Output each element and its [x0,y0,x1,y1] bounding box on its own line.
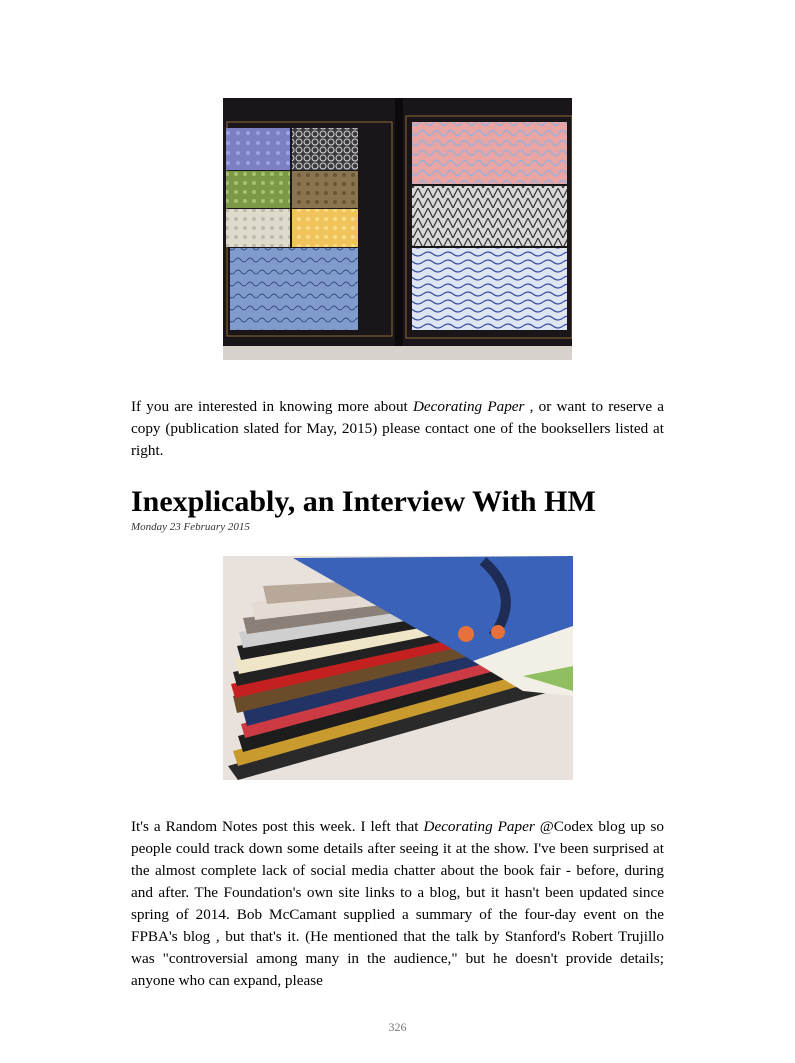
album-illustration [223,98,572,360]
body-text-end: @Codex blog up so people could track down some details after seeing it at the show. I've been surprised at the almost complete lack of social media chatter about the book fair - before, during and after. The Foundation's own site links to a blog, but it hasn't been updated since spring of 2014. Bob McCamant supplied a summary of the four-day event on the FPBA's blog , but that's it. (He mentioned that the talk by Stanford's Robert Trujillo was "controversial among many in the audience," but he doesn't provide details; anyone who can expand, please [131,818,664,989]
intro-paragraph [131,396,664,462]
fanned-papers-illustration [223,556,573,780]
blog-link[interactable]: Decorating Paper [423,818,535,835]
post-title: Inexplicably, an Interview With HM [131,485,596,518]
intro-text-start: If you are interested in knowing more about [131,398,413,415]
page-number: 326 [388,1020,407,1034]
post-body-paragraph [131,816,664,992]
intro-text-end: , or want to reserve a copy (publication slated for May, 2015) please contact one of the booksellers listed at right. [131,398,665,459]
body-text-start: It's a Random Notes post this week. I left that [131,818,424,835]
book-title-link[interactable]: Decorating Paper [412,398,525,415]
marbled-paper-album-photo [223,98,572,360]
post-date: Monday 23 February 2015 [131,521,250,533]
paper-stack-photo [223,556,573,780]
